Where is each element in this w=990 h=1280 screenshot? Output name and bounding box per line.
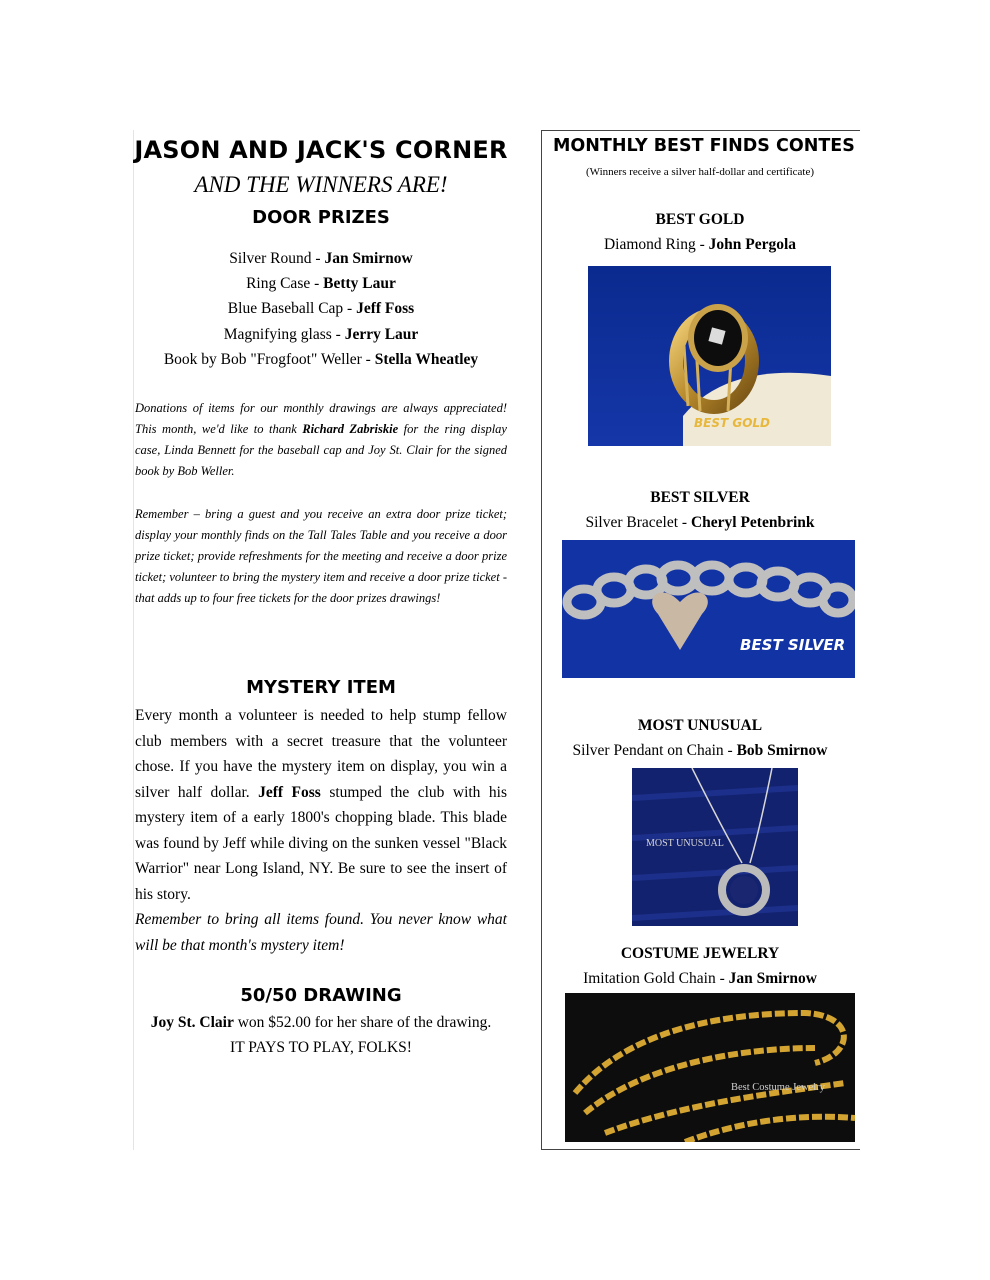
best-finds-title: MONTHLY BEST FINDS CONTES	[553, 136, 855, 156]
prize-winner: Jan Smirnow	[324, 250, 413, 267]
category-best-silver: BEST SILVER	[650, 489, 750, 506]
prize-name: Magnifying glass -	[223, 326, 345, 343]
find-item: Diamond Ring -	[603, 236, 709, 253]
donor-name: Richard Zabriskie	[302, 422, 399, 436]
mystery-paragraph	[135, 703, 507, 958]
door-prizes-heading: DOOR PRIZES	[252, 207, 390, 228]
drawing-text: won $52.00 for her share of the drawing.	[233, 1014, 492, 1031]
prize-name: Book by Bob "Frogfoot" Weller -	[163, 351, 375, 368]
drawing-result	[133, 1014, 509, 1032]
find-winner: Jan Smirnow	[728, 970, 817, 987]
prize-name: Blue Baseball Cap -	[227, 300, 357, 317]
winner-line	[541, 742, 859, 760]
pendant-photo	[632, 768, 798, 926]
door-prize-item	[133, 275, 509, 293]
category-most-unusual: MOST UNUSUAL	[637, 717, 763, 734]
chain-photo	[565, 993, 855, 1142]
prize-winner: Stella Wheatley	[374, 351, 479, 368]
photo-label: MOST UNUSUAL	[646, 838, 724, 849]
mystery-item-heading: MYSTERY ITEM	[246, 677, 396, 698]
find-item: Silver Bracelet -	[585, 514, 691, 531]
winner-line	[541, 970, 859, 988]
donations-paragraph	[135, 398, 507, 482]
drawing-heading: 50/50 DRAWING	[240, 985, 402, 1006]
mystery-text: Every month a volunteer is needed to help stump fellow club members with a secret treasure that the volunteer chose. If you have the mystery item on display, you win a silver half dollar.	[135, 707, 507, 801]
winner-line	[541, 236, 859, 254]
bracelet-photo	[562, 540, 855, 678]
photo-label: Best Costume Jewelry	[731, 1082, 825, 1093]
drawing-tagline: IT PAYS TO PLAY, FOLKS!	[230, 1039, 412, 1056]
door-prize-item	[133, 351, 509, 369]
find-item: Imitation Gold Chain -	[583, 970, 729, 987]
best-finds-note: (Winners receive a silver half-dollar and certificate)	[586, 166, 814, 178]
mystery-winner: Jeff Foss	[258, 783, 321, 801]
prize-winner: Betty Laur	[323, 275, 396, 292]
winner-line	[541, 514, 859, 532]
mystery-text: stumped the club with his mystery item of a early 1800's chopping blade. This blade was found by Jeff while diving on the sunken vessel "Black Warrior" near Long Island, NY. Be sure to see the insert of his story.	[135, 783, 507, 903]
category-costume-jewelry: COSTUME JEWELRY	[620, 945, 780, 962]
prize-winner: Jerry Laur	[344, 326, 419, 343]
donations-text: Donations of items for our monthly drawings are always appreciated! This month, we'd like to thank	[135, 401, 507, 436]
photo-label: BEST GOLD	[694, 416, 771, 430]
donations-text: for the ring display case, Linda Bennett for the baseball cap and Joy St. Clair for the signed book by Bob Weller.	[135, 422, 507, 478]
ring-photo	[588, 266, 831, 446]
prize-name: Ring Case -	[246, 275, 324, 292]
door-prize-item	[133, 250, 509, 268]
remember-paragraph: Remember – bring a guest and you receive an extra door prize ticket; display your monthly finds on the Tall Tales Table and you receive a door prize ticket; provide refreshments for the meeting and receive a door prize ticket; volunteer to bring the mystery item and receive a door prize ticket - that adds up to four free tickets for the door prizes drawings!	[135, 507, 507, 605]
prize-winner: Jeff Foss	[356, 300, 415, 317]
find-winner: John Pergola	[708, 236, 797, 253]
door-prize-item	[133, 326, 509, 344]
category-best-gold: BEST GOLD	[655, 211, 745, 228]
drawing-winner: Joy St. Clair	[150, 1014, 234, 1031]
find-winner: Cheryl Petenbrink	[690, 514, 815, 531]
find-winner: Bob Smirnow	[736, 742, 828, 759]
page-title: JASON AND JACK'S CORNER	[134, 136, 508, 164]
mystery-reminder: Remember to bring all items found. You never know what will be that month's mystery item!	[135, 911, 507, 954]
photo-label: BEST SILVER	[740, 636, 846, 654]
page-subtitle: AND THE WINNERS ARE!	[194, 172, 448, 197]
door-prize-item	[133, 300, 509, 318]
prize-name: Silver Round -	[229, 250, 325, 267]
find-item: Silver Pendant on Chain -	[572, 742, 737, 759]
